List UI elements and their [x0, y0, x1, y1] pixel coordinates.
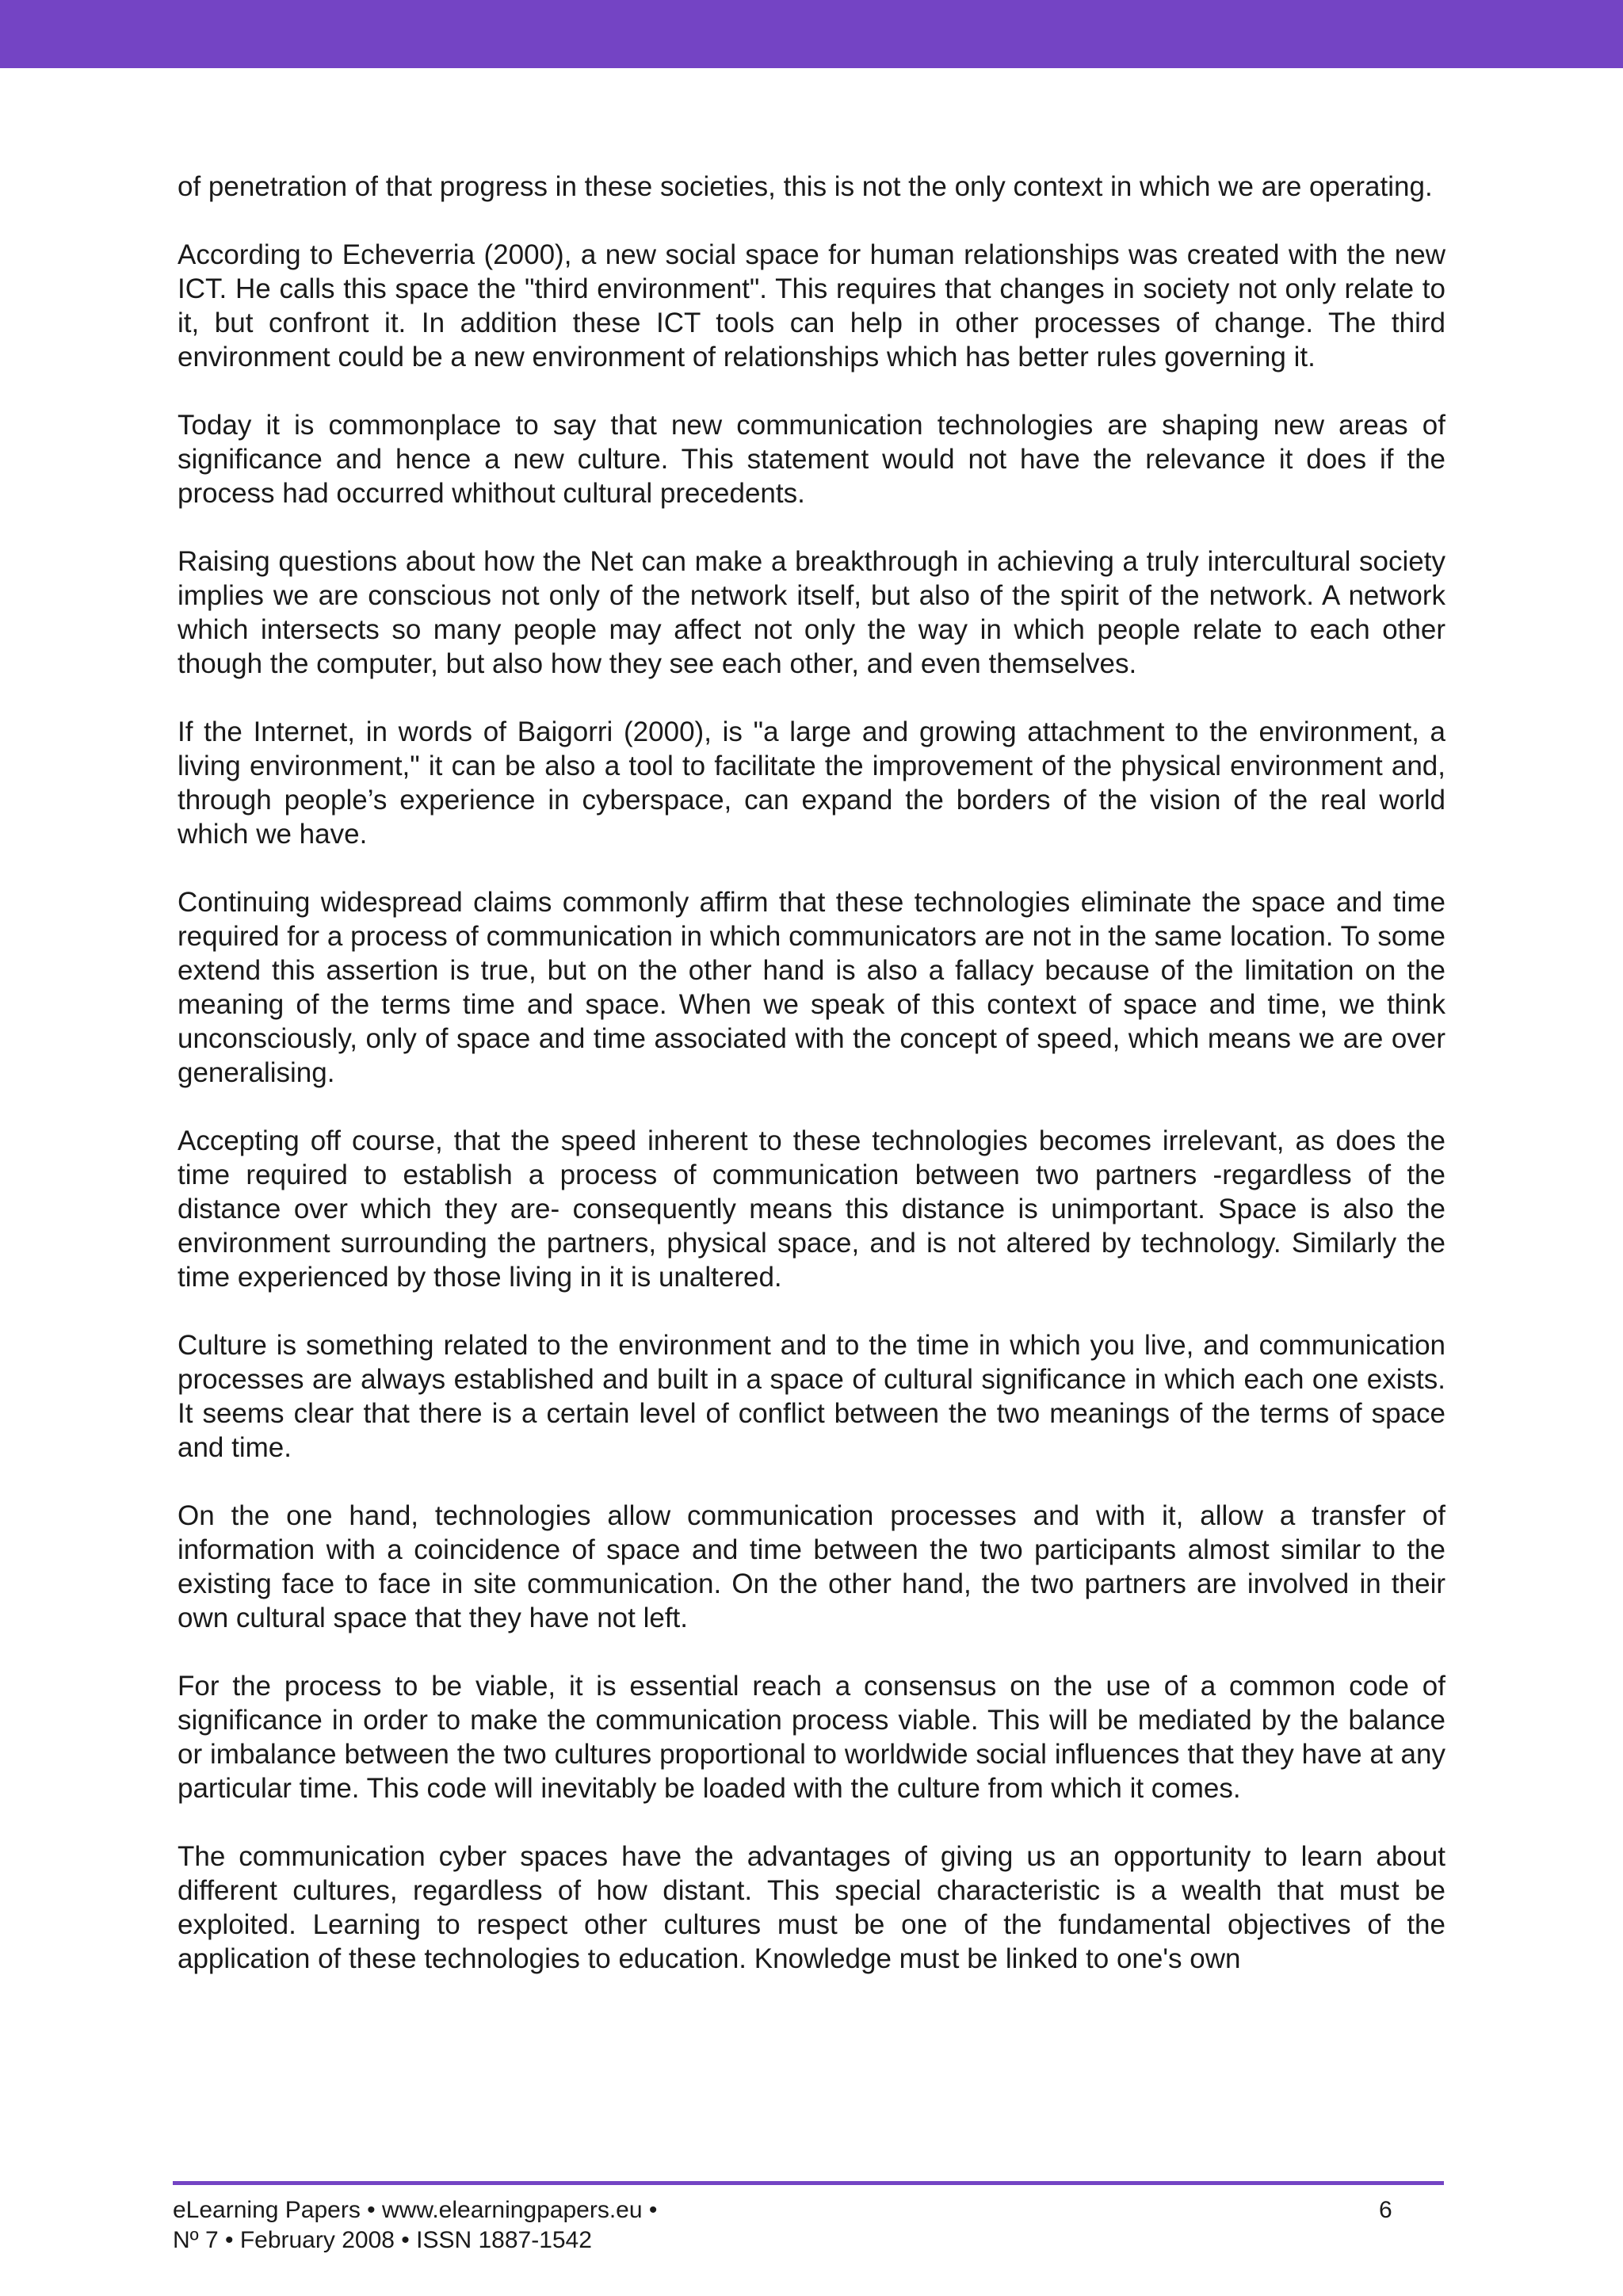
- article-body: [178, 170, 1445, 2010]
- page-number: 6: [1379, 2197, 1392, 2223]
- footer-issue-line: Nº 7 • February 2008 • ISSN 1887-1542: [173, 2227, 592, 2253]
- paragraph: According to Echeverria (2000), a new social space for human relationships was created with the new ICT. He calls this space the "third environment". This requires that changes in society not only relate to it, but confront it. In addition these ICT tools can help in other processes of change. The third environment could be a new environment of relationships which has better rules governing it.: [178, 239, 1445, 372]
- footer-divider: [173, 2181, 1444, 2185]
- paragraph: Culture is something related to the environment and to the time in which you live, and communication processes are always established and built in a space of cultural significance in which each one exists. It seems clear that there is a certain level of conflict between the two meanings of the terms of space and time.: [178, 1330, 1445, 1463]
- paragraph: of penetration of that progress in these societies, this is not the only context in which we are operating.: [178, 171, 1433, 202]
- paragraph: If the Internet, in words of Baigorri (2000), is "a large and growing attachment to the environment, a living environment," it can be also a tool to facilitate the improvement of the physical environment and, through people’s experience in cyberspace, can expand the borders of the vision of the real world which we have.: [178, 716, 1445, 850]
- footer: [173, 2195, 1444, 2256]
- paragraph: Continuing widespread claims commonly affirm that these technologies eliminate the space and time required for a process of communication in which communicators are not in the same location. To some extend this assertion is true, but on the other hand is also a fallacy because of the limitation on the meaning of the terms time and space. When we speak of this context of space and time, we think unconsciously, only of space and time associated with the concept of speed, which means we are over generalising.: [178, 887, 1445, 1088]
- paragraph: Today it is commonplace to say that new communication technologies are shaping new areas of significance and hence a new culture. This statement would not have the relevance it does if the process had occurred whithout cultural precedents.: [178, 410, 1445, 509]
- footer-publication-line: eLearning Papers • www.elearningpapers.eu •: [173, 2197, 658, 2223]
- paragraph: For the process to be viable, it is essential reach a consensus on the use of a common code of significance in order to make the communication process viable. This will be mediated by the balance or imbalance between the two cultures proportional to worldwide social influences that they have at any particular time. This code will inevitably be loaded with the culture from which it comes.: [178, 1671, 1445, 1804]
- paragraph: Accepting off course, that the speed inherent to these technologies becomes irrelevant, as does the time required to establish a process of communication between two partners -regardless of the distance over which they are- consequently means this distance is unimportant. Space is also the environment surrounding the partners, physical space, and is not altered by technology. Similarly the time experienced by those living in it is unaltered.: [178, 1125, 1445, 1293]
- paragraph: On the one hand, technologies allow communication processes and with it, allow a transfer of information with a coincidence of space and time between the two participants almost similar to the existing face to face in site communication. On the other hand, the two partners are involved in their own cultural space that they have not left.: [178, 1500, 1445, 1633]
- header-bar: [0, 0, 1623, 68]
- paragraph: The communication cyber spaces have the advantages of giving us an opportunity to learn about different cultures, regardless of how distant. This special characteristic is a wealth that must be exploited. Learning to respect other cultures must be one of the fundamental objectives of the application of these technologies to education. Knowledge must be linked to one's own: [178, 1841, 1445, 1974]
- paragraph: Raising questions about how the Net can make a breakthrough in achieving a truly intercultural society implies we are conscious not only of the network itself, but also of the spirit of the network. A network which intersects so many people may affect not only the way in which people relate to each other though the computer, but also how they see each other, and even themselves.: [178, 546, 1445, 679]
